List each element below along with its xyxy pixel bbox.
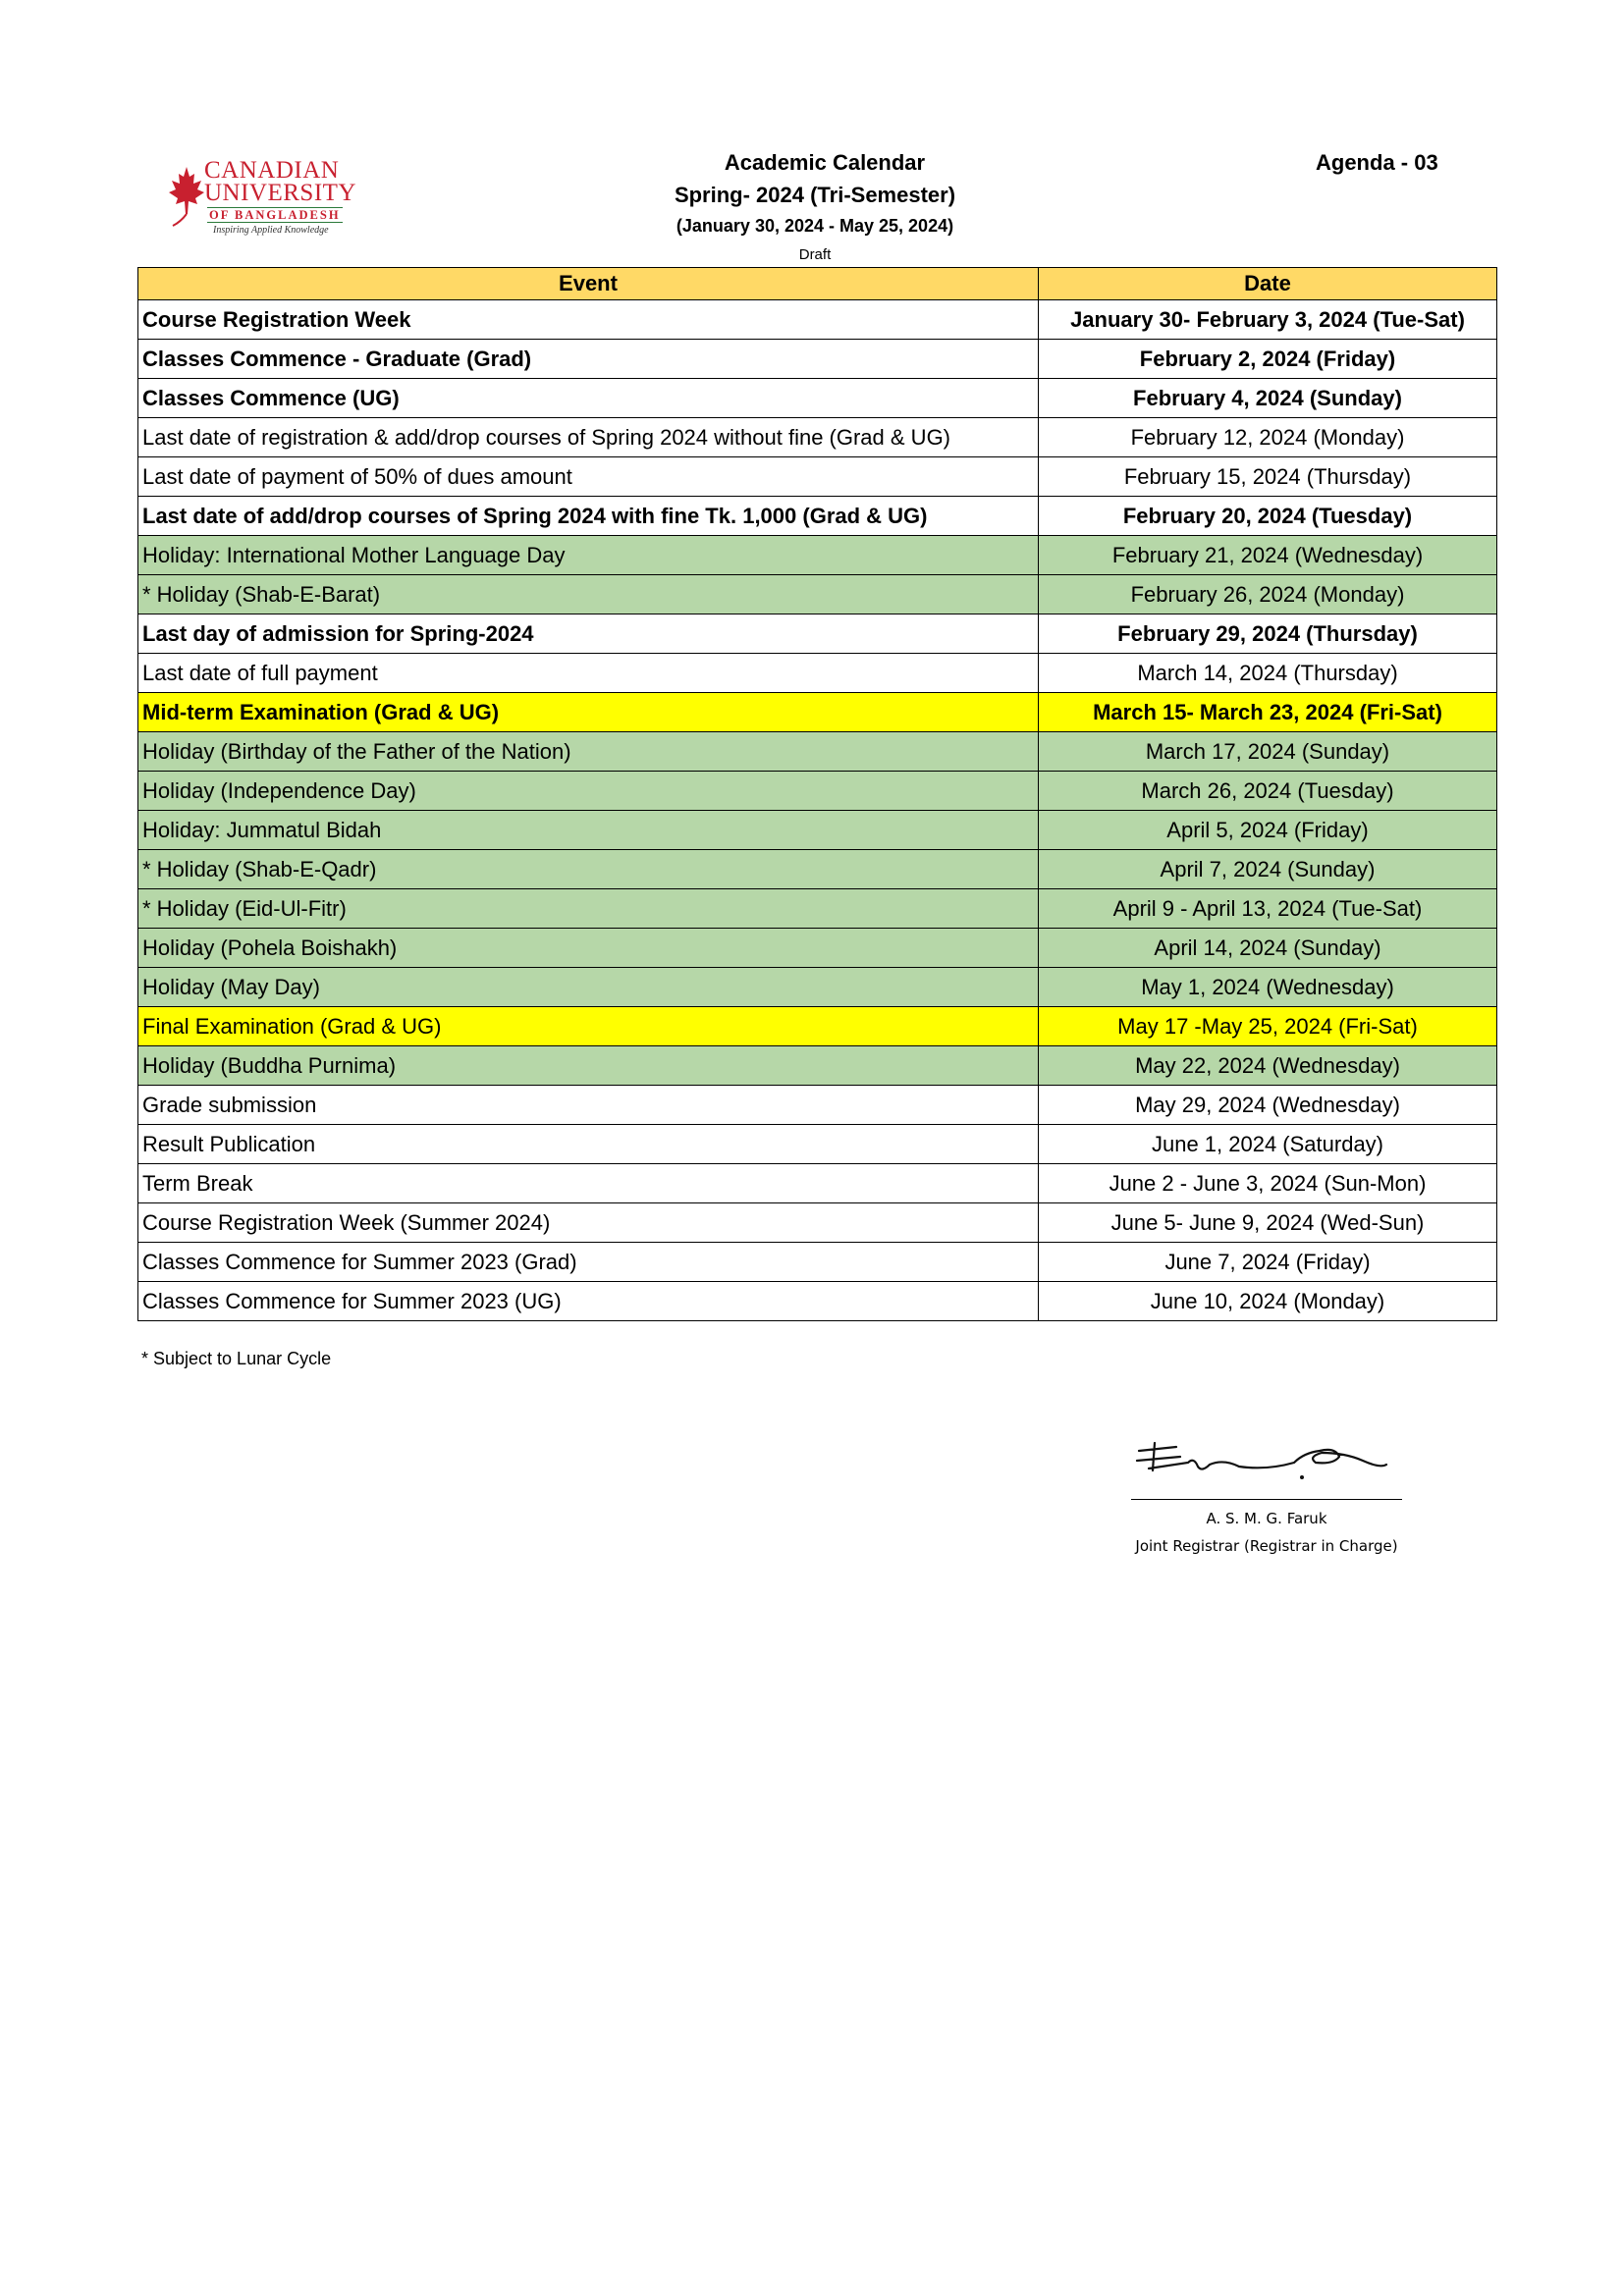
logo-tagline: Inspiring Applied Knowledge — [213, 225, 329, 236]
event-cell: Term Break — [138, 1164, 1039, 1203]
event-cell: Holiday: Jummatul Bidah — [138, 811, 1039, 850]
logo-line-canadian: CANADIAN — [204, 157, 340, 184]
event-cell: Last date of registration & add/drop courses of Spring 2024 without fine (Grad & UG) — [138, 418, 1039, 457]
event-cell: * Holiday (Shab-E-Qadr) — [138, 850, 1039, 889]
event-cell: Classes Commence for Summer 2023 (UG) — [138, 1282, 1039, 1321]
date-cell: April 7, 2024 (Sunday) — [1039, 850, 1497, 889]
signature-line — [1131, 1499, 1402, 1500]
table-row — [138, 536, 1497, 575]
date-cell: March 15- March 23, 2024 (Fri-Sat) — [1039, 693, 1497, 732]
date-cell: June 2 - June 3, 2024 (Sun-Mon) — [1039, 1164, 1497, 1203]
draft-label: Draft — [798, 246, 832, 263]
date-cell: June 7, 2024 (Friday) — [1039, 1243, 1497, 1282]
table-row — [138, 850, 1497, 889]
table-row — [138, 811, 1497, 850]
footnote: * Subject to Lunar Cycle — [141, 1349, 332, 1368]
table-row — [138, 1007, 1497, 1046]
event-cell: * Holiday (Eid-Ul-Fitr) — [138, 889, 1039, 929]
date-cell: February 2, 2024 (Friday) — [1039, 340, 1497, 379]
event-cell: Holiday (May Day) — [138, 968, 1039, 1007]
university-logo — [167, 157, 356, 240]
semester-title: Spring- 2024 (Tri-Semester) — [674, 183, 956, 207]
date-cell: March 14, 2024 (Thursday) — [1039, 654, 1497, 693]
date-cell: February 26, 2024 (Monday) — [1039, 575, 1497, 614]
maple-leaf-icon — [167, 157, 206, 236]
event-cell: Course Registration Week — [138, 300, 1039, 340]
event-cell: Grade submission — [138, 1086, 1039, 1125]
event-cell: Holiday (Buddha Purnima) — [138, 1046, 1039, 1086]
date-cell: February 15, 2024 (Thursday) — [1039, 457, 1497, 497]
table-row — [138, 340, 1497, 379]
date-cell: February 4, 2024 (Sunday) — [1039, 379, 1497, 418]
event-cell: Classes Commence (UG) — [138, 379, 1039, 418]
event-cell: Last day of admission for Spring-2024 — [138, 614, 1039, 654]
event-cell: Result Publication — [138, 1125, 1039, 1164]
table-row — [138, 575, 1497, 614]
table-row — [138, 889, 1497, 929]
table-row — [138, 1282, 1497, 1321]
event-cell: Classes Commence - Graduate (Grad) — [138, 340, 1039, 379]
table-row — [138, 1046, 1497, 1086]
table-row — [138, 457, 1497, 497]
event-cell: Classes Commence for Summer 2023 (Grad) — [138, 1243, 1039, 1282]
event-cell: * Holiday (Shab-E-Barat) — [138, 575, 1039, 614]
event-cell: Holiday (Pohela Boishakh) — [138, 929, 1039, 968]
date-cell: April 5, 2024 (Friday) — [1039, 811, 1497, 850]
table-row — [138, 497, 1497, 536]
logo-line-bangladesh: OF BANGLADESH — [209, 208, 341, 222]
date-cell: May 17 -May 25, 2024 (Fri-Sat) — [1039, 1007, 1497, 1046]
table-row — [138, 1203, 1497, 1243]
date-cell: February 29, 2024 (Thursday) — [1039, 614, 1497, 654]
event-cell: Holiday (Independence Day) — [138, 772, 1039, 811]
logo-line-university: UNIVERSITY — [204, 180, 356, 206]
date-cell: April 14, 2024 (Sunday) — [1039, 929, 1497, 968]
signature-image — [1129, 1423, 1404, 1492]
table-row — [138, 614, 1497, 654]
table-row — [138, 1164, 1497, 1203]
table-row — [138, 968, 1497, 1007]
table-row — [138, 929, 1497, 968]
table-row — [138, 1086, 1497, 1125]
event-cell: Holiday: International Mother Language Day — [138, 536, 1039, 575]
date-cell: January 30- February 3, 2024 (Tue-Sat) — [1039, 300, 1497, 340]
table-row — [138, 1243, 1497, 1282]
date-cell: May 22, 2024 (Wednesday) — [1039, 1046, 1497, 1086]
table-row — [138, 772, 1497, 811]
signatory-name: A. S. M. G. Faruk — [1206, 1510, 1327, 1527]
table-row — [138, 732, 1497, 772]
agenda-label: Agenda - 03 — [1316, 150, 1438, 175]
event-column-header: Event — [138, 268, 1039, 300]
date-cell: June 1, 2024 (Saturday) — [1039, 1125, 1497, 1164]
table-row — [138, 300, 1497, 340]
date-cell: April 9 - April 13, 2024 (Tue-Sat) — [1039, 889, 1497, 929]
date-cell: February 21, 2024 (Wednesday) — [1039, 536, 1497, 575]
event-cell: Holiday (Birthday of the Father of the Nation) — [138, 732, 1039, 772]
table-row — [138, 693, 1497, 732]
event-cell: Course Registration Week (Summer 2024) — [138, 1203, 1039, 1243]
date-cell: March 26, 2024 (Tuesday) — [1039, 772, 1497, 811]
calendar-table — [137, 267, 1497, 1321]
date-cell: June 5- June 9, 2024 (Wed-Sun) — [1039, 1203, 1497, 1243]
table-row — [138, 418, 1497, 457]
page-title: Academic Calendar — [724, 150, 926, 175]
event-cell: Last date of add/drop courses of Spring 2024 with fine Tk. 1,000 (Grad & UG) — [138, 497, 1039, 536]
semester-range: (January 30, 2024 - May 25, 2024) — [676, 216, 954, 236]
date-cell: May 1, 2024 (Wednesday) — [1039, 968, 1497, 1007]
date-column-header: Date — [1039, 268, 1497, 300]
event-cell: Last date of full payment — [138, 654, 1039, 693]
signatory-title: Joint Registrar (Registrar in Charge) — [1135, 1537, 1398, 1555]
table-row — [138, 379, 1497, 418]
event-cell: Last date of payment of 50% of dues amount — [138, 457, 1039, 497]
table-row — [138, 1125, 1497, 1164]
date-cell: February 20, 2024 (Tuesday) — [1039, 497, 1497, 536]
event-cell: Final Examination (Grad & UG) — [138, 1007, 1039, 1046]
event-cell: Mid-term Examination (Grad & UG) — [138, 693, 1039, 732]
table-row — [138, 654, 1497, 693]
date-cell: May 29, 2024 (Wednesday) — [1039, 1086, 1497, 1125]
date-cell: June 10, 2024 (Monday) — [1039, 1282, 1497, 1321]
date-cell: February 12, 2024 (Monday) — [1039, 418, 1497, 457]
table-header-row — [138, 268, 1497, 300]
date-cell: March 17, 2024 (Sunday) — [1039, 732, 1497, 772]
